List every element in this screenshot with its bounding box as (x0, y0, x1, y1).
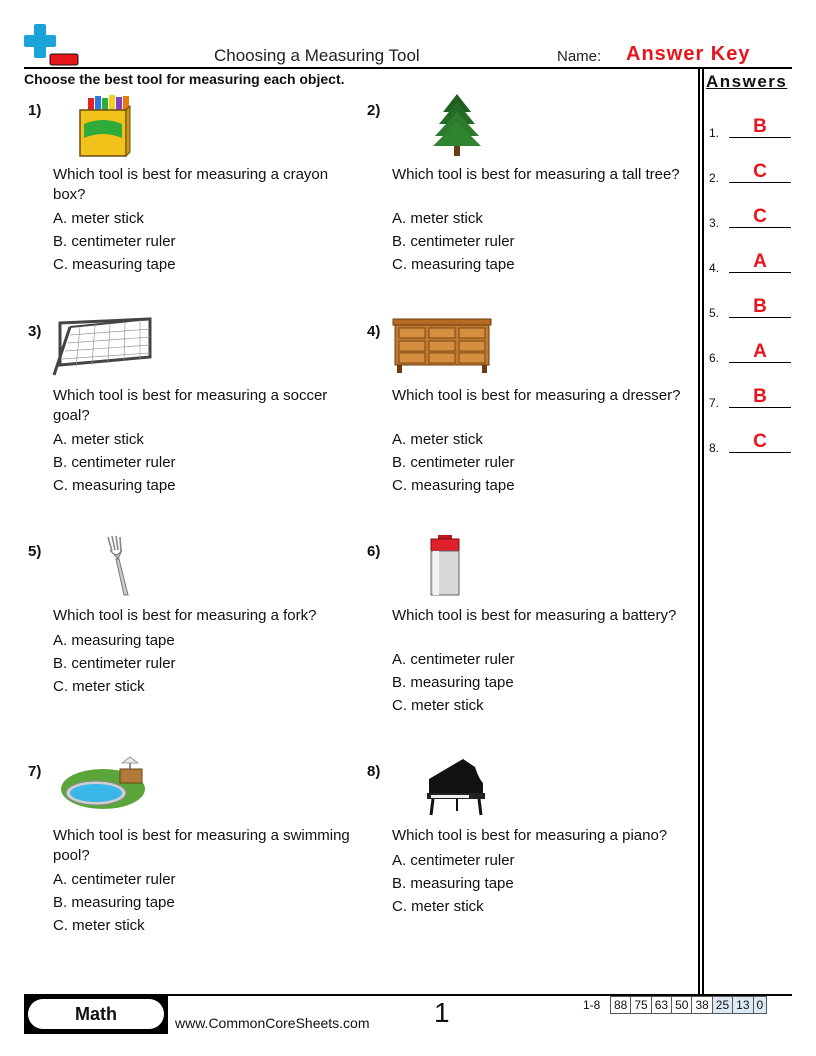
option: B. centimeter ruler (53, 233, 176, 250)
option: A. measuring tape (53, 632, 175, 649)
subject-label: Math (28, 999, 164, 1029)
option: C. measuring tape (392, 477, 515, 494)
options-list (392, 428, 515, 497)
options-list (392, 648, 515, 717)
option: C. measuring tape (392, 256, 515, 273)
answer-row (709, 294, 793, 320)
answer-key-label: Answer Key (626, 43, 751, 65)
question-number: 3) (28, 323, 42, 340)
question-text: Which tool is best for measuring a piano? (392, 827, 668, 844)
question-text: Which tool is best for measuring a battery? (392, 607, 677, 624)
swimming-pool-icon (58, 755, 148, 819)
website-link[interactable]: www.CommonCoreSheets.com (175, 1015, 370, 1031)
soccer-goal-icon (50, 315, 154, 379)
option: B. centimeter ruler (392, 233, 515, 250)
option: A. meter stick (53, 431, 144, 448)
fork-icon (78, 535, 158, 599)
options-list (392, 207, 515, 276)
option: B. centimeter ruler (392, 454, 515, 471)
answers-divider (698, 68, 700, 994)
question-number: 5) (28, 543, 42, 560)
answer-letter: A (753, 251, 767, 272)
option: A. meter stick (53, 210, 144, 227)
answer-number: 4. (709, 261, 720, 275)
subject-badge (24, 996, 168, 1034)
score-range: 1-8 (583, 998, 601, 1012)
question-text: Which tool is best for measuring a swimming pool? (53, 827, 350, 864)
question-text: Which tool is best for measuring a tall tree? (392, 166, 680, 183)
options-list (53, 428, 176, 497)
score-cell: 75 (631, 996, 651, 1014)
answer-number: 5. (709, 306, 720, 320)
option: C. measuring tape (53, 256, 176, 273)
answer-row (709, 204, 793, 230)
option: A. meter stick (392, 431, 483, 448)
score-cell: 38 (692, 996, 712, 1014)
question-number: 7) (28, 763, 42, 780)
option: A. centimeter ruler (392, 651, 515, 668)
answer-letter: C (753, 206, 767, 227)
name-label: Name: (557, 48, 602, 65)
answers-title: Answers (706, 72, 788, 91)
score-cell: 50 (672, 996, 692, 1014)
answer-row (709, 249, 793, 275)
dresser-icon (391, 315, 493, 379)
option: B. centimeter ruler (53, 454, 176, 471)
score-table (610, 996, 767, 1014)
option: C. meter stick (392, 898, 484, 915)
answer-row (709, 429, 793, 455)
options-list (392, 849, 515, 918)
question-number: 8) (367, 763, 381, 780)
options-list (53, 207, 176, 276)
answer-row (709, 159, 793, 185)
question-number: 1) (28, 102, 42, 119)
question-number: 2) (367, 102, 381, 119)
page-title: Choosing a Measuring Tool (214, 46, 420, 65)
score-cell: 63 (652, 996, 672, 1014)
option: C. meter stick (53, 917, 145, 934)
answer-number: 3. (709, 216, 720, 230)
score-cell: 88 (610, 996, 631, 1014)
score-cell: 13 (733, 996, 753, 1014)
score-cell: 0 (754, 996, 768, 1014)
question-text: Which tool is best for measuring a soccer goal? (53, 387, 328, 424)
piano-icon (417, 755, 497, 819)
header-divider (24, 67, 792, 69)
options-list (53, 629, 176, 698)
answer-number: 8. (709, 441, 720, 455)
option: A. centimeter ruler (53, 871, 176, 888)
option: C. meter stick (53, 678, 145, 695)
crayon-box-icon (78, 94, 158, 158)
score-cell: 25 (713, 996, 733, 1014)
answers-divider (702, 68, 704, 994)
question-number: 4) (367, 323, 381, 340)
option: B. centimeter ruler (53, 655, 176, 672)
plus-minus-logo-icon (24, 24, 80, 68)
option: B. measuring tape (392, 674, 514, 691)
option: A. meter stick (392, 210, 483, 227)
answer-letter: B (753, 296, 767, 317)
option: A. centimeter ruler (392, 852, 515, 869)
question-text: Which tool is best for measuring a dresser? (392, 387, 681, 404)
option: B. measuring tape (392, 875, 514, 892)
question-number: 6) (367, 543, 381, 560)
answer-row (709, 114, 793, 140)
question-text: Which tool is best for measuring a fork? (53, 607, 317, 624)
answer-row (709, 384, 793, 410)
tree-icon (417, 94, 497, 158)
instructions: Choose the best tool for measuring each object. (24, 71, 345, 87)
answer-number: 1. (709, 126, 720, 140)
answer-number: 2. (709, 171, 720, 185)
option: C. meter stick (392, 697, 484, 714)
answer-row (709, 339, 793, 365)
answer-letter: B (753, 386, 767, 407)
question-text: Which tool is best for measuring a crayon box? (53, 166, 329, 203)
battery-icon (417, 535, 497, 599)
option: C. measuring tape (53, 477, 176, 494)
option: B. measuring tape (53, 894, 175, 911)
answer-letter: C (753, 431, 767, 452)
answer-number: 7. (709, 396, 720, 410)
answer-letter: A (753, 341, 767, 362)
page-number: 1 (434, 997, 450, 1028)
answer-letter: C (753, 161, 767, 182)
answer-letter: B (753, 116, 767, 137)
answer-number: 6. (709, 351, 720, 365)
options-list (53, 868, 176, 937)
